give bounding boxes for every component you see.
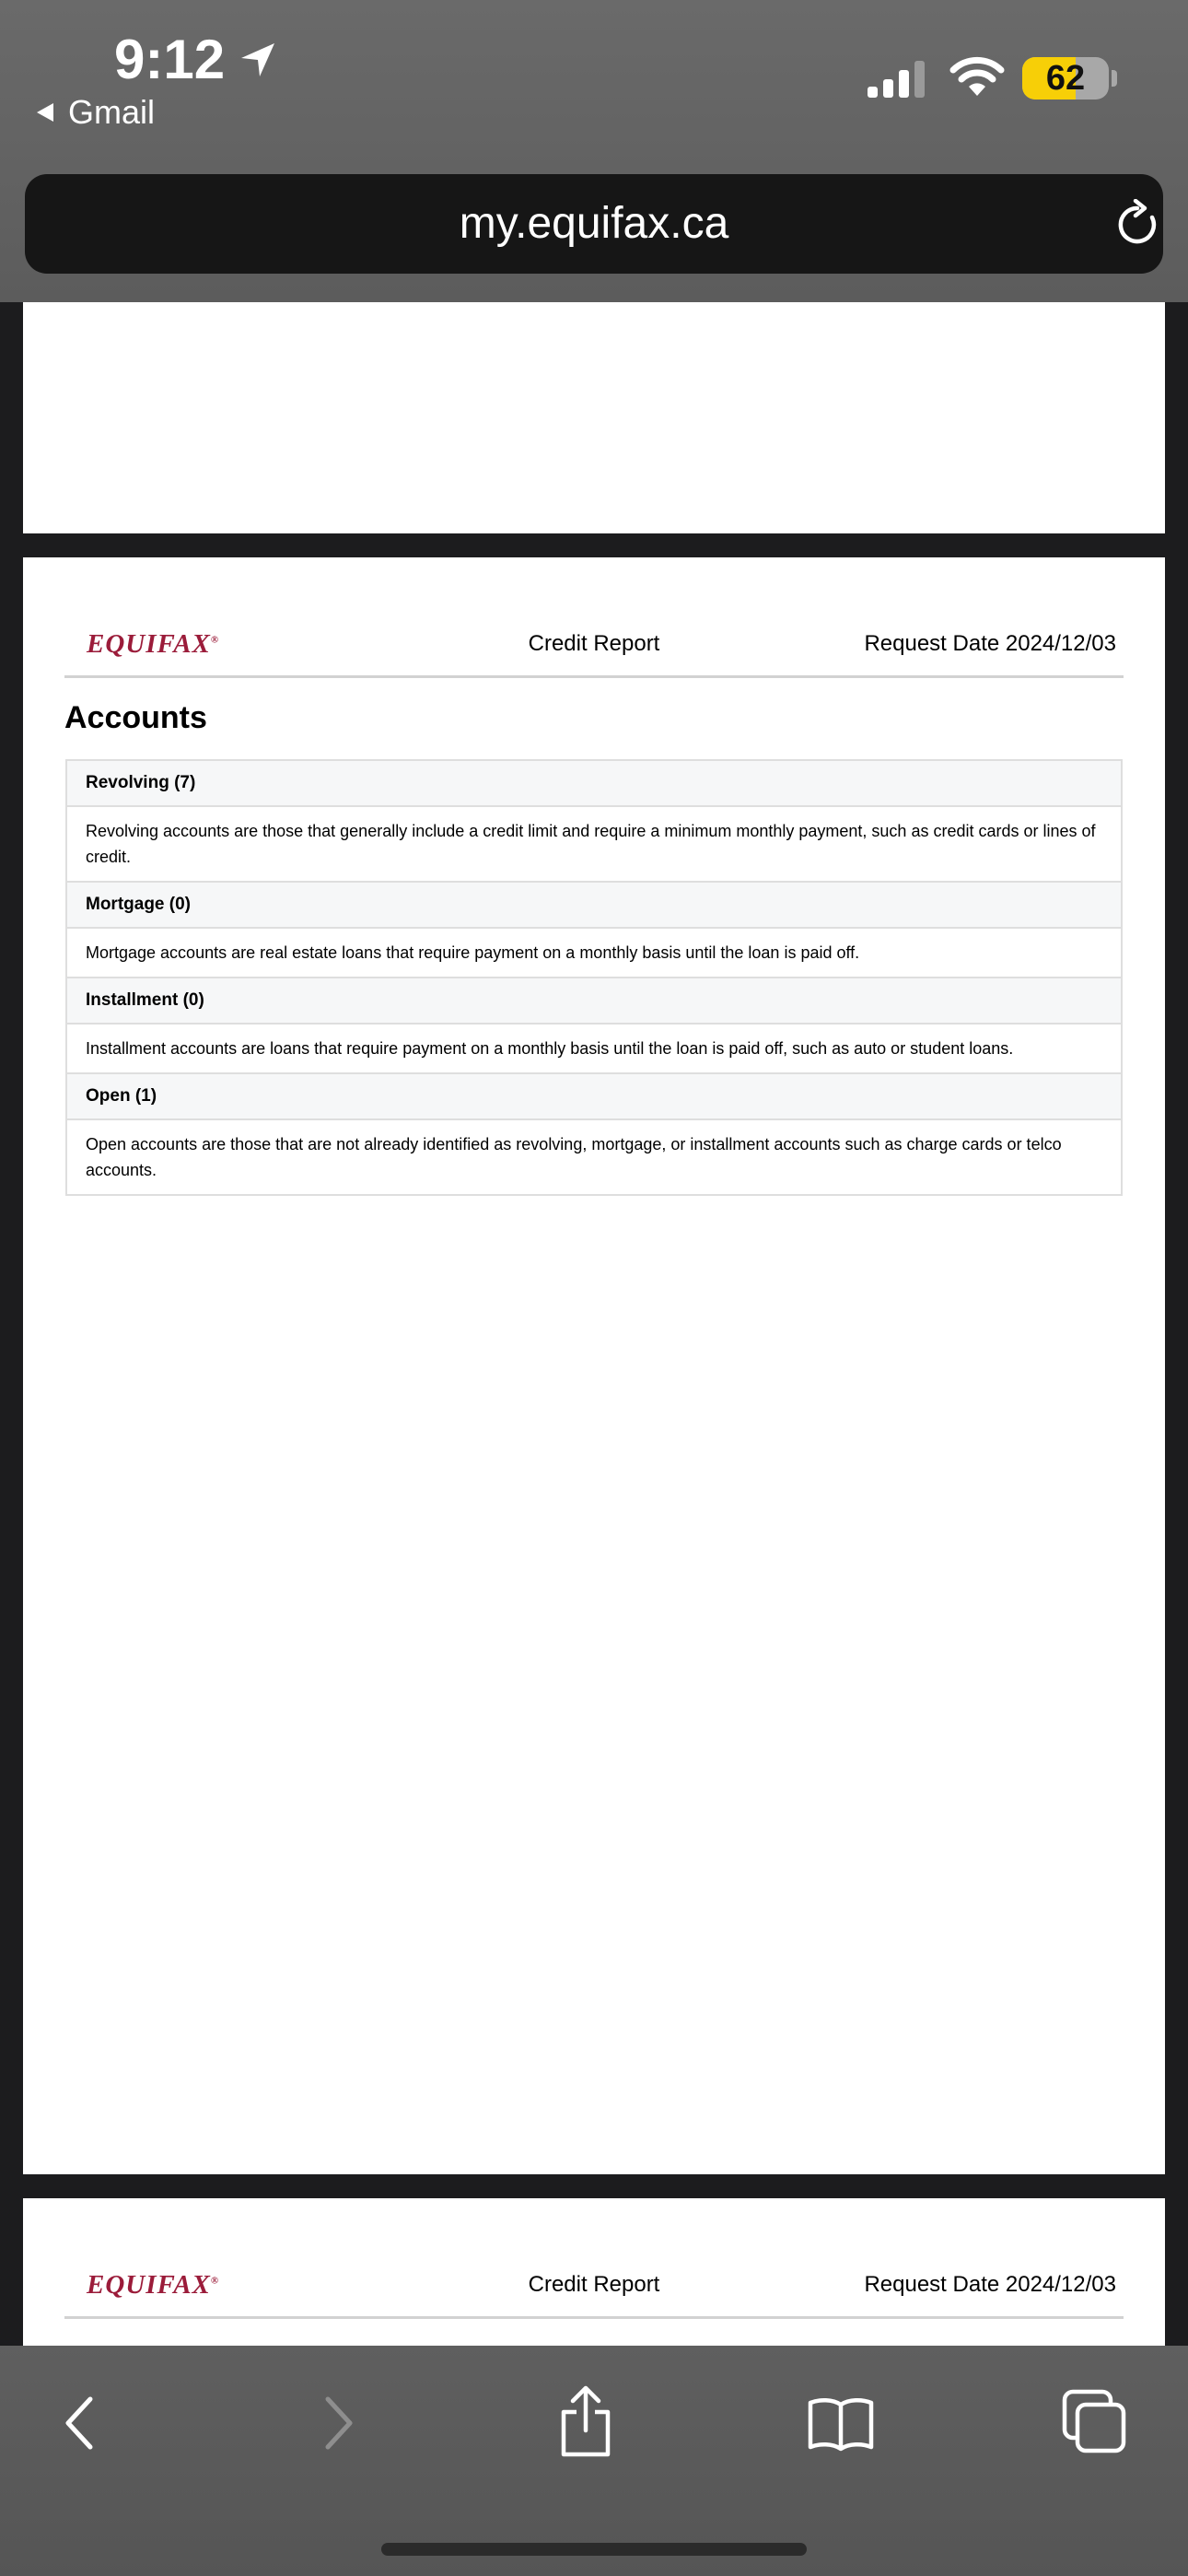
wifi-icon	[949, 55, 1006, 98]
report-title: Credit Report	[528, 2272, 660, 2297]
reload-icon[interactable]	[1112, 199, 1163, 251]
equifax-logo: EQUIFAX®	[87, 2270, 220, 2300]
browser-toolbar	[0, 2346, 1188, 2576]
account-type-label: Mortgage (0)	[67, 883, 1121, 929]
equifax-logo: EQUIFAX®	[87, 629, 220, 659]
account-type-label: Open (1)	[67, 1074, 1121, 1120]
share-icon[interactable]	[556, 2384, 615, 2458]
logo-text: EQUIFAX	[87, 629, 211, 659]
back-app-label: Gmail	[68, 93, 156, 131]
account-type-description: Open accounts are those that are not already identified as revolving, mortgage, or installment accounts such as charge cards or telco accounts.	[86, 1135, 1062, 1179]
logo-text: EQUIFAX	[87, 2270, 211, 2300]
address-bar[interactable]	[25, 174, 1163, 274]
accounts-heading: Accounts	[64, 700, 207, 735]
forward-icon[interactable]	[315, 2392, 361, 2454]
report-header	[64, 622, 1124, 678]
report-title: Credit Report	[528, 631, 660, 656]
account-type-label: Revolving (7)	[67, 761, 1121, 807]
account-type-description: Revolving accounts are those that generally include a credit limit and require a minimum monthly payment, such as credit cards or lines of credit.	[67, 807, 1121, 883]
browser-top-chrome	[0, 0, 1188, 302]
accounts-table	[65, 759, 1123, 1196]
back-icon[interactable]	[57, 2392, 103, 2454]
battery-nub	[1112, 70, 1117, 87]
url-text[interactable]: my.equifax.ca	[459, 199, 729, 248]
pdf-page-accounts	[23, 557, 1165, 2174]
home-indicator	[381, 2543, 807, 2556]
back-triangle-icon	[35, 101, 55, 123]
battery-percentage: 62	[1045, 59, 1086, 98]
status-time	[114, 28, 278, 92]
book-icon[interactable]	[807, 2395, 875, 2453]
location-arrow-icon	[238, 40, 278, 80]
pdf-page-previous	[23, 302, 1165, 533]
status-time-text: 9:12	[114, 29, 226, 90]
back-to-app-link[interactable]	[35, 92, 155, 133]
tabs-icon[interactable]	[1061, 2388, 1127, 2454]
account-type-description: Installment accounts are loans that require payment on a monthly basis until the loan is paid off, such as auto or student loans.	[67, 1025, 1121, 1074]
account-type-label: Installment (0)	[67, 978, 1121, 1025]
request-date: Request Date 2024/12/03	[864, 2272, 1116, 2297]
request-date: Request Date 2024/12/03	[864, 631, 1116, 656]
cellular-signal-icon	[866, 59, 928, 100]
account-type-description: Mortgage accounts are real estate loans that require payment on a monthly basis until the loan is paid off.	[67, 929, 1121, 978]
report-header	[64, 2263, 1124, 2319]
battery-indicator	[1022, 57, 1109, 100]
